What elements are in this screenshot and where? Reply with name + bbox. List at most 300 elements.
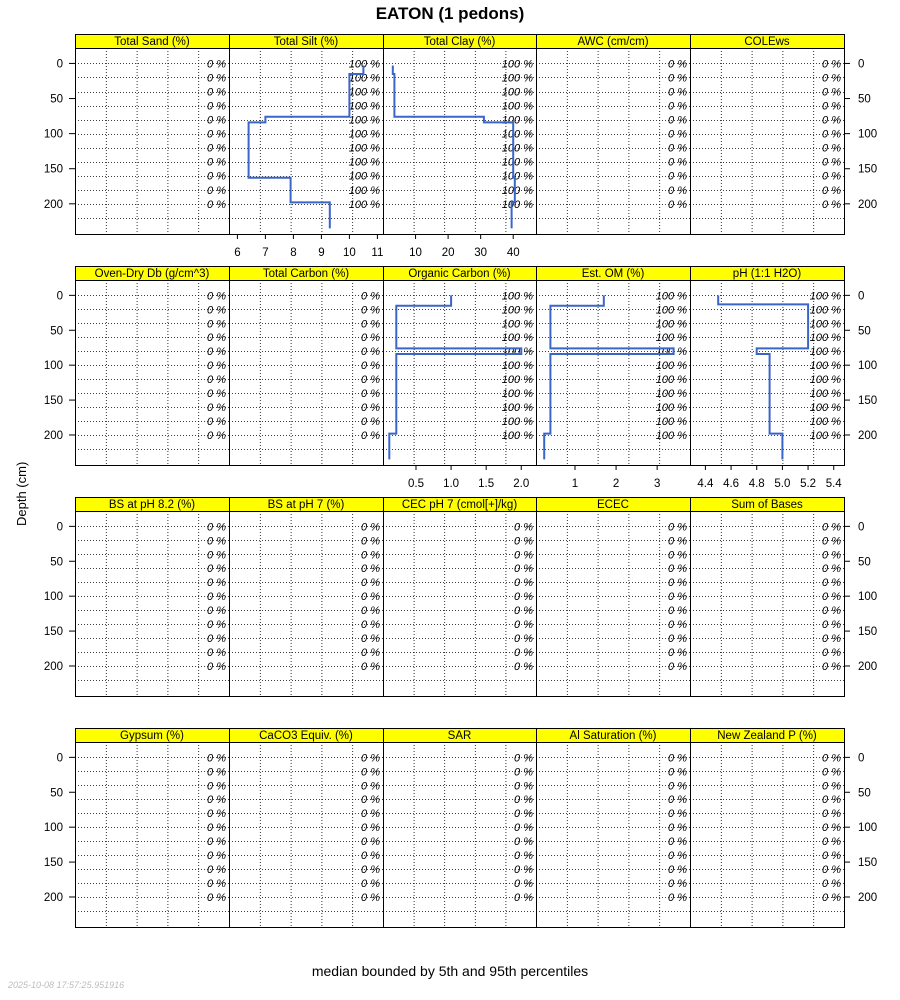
percent-label: 100 %: [501, 429, 533, 442]
y-tick-label-right: 150: [858, 163, 878, 176]
panel-title: BS at pH 7 (%): [267, 499, 345, 511]
percent-label: 0 %: [822, 794, 841, 807]
percent-label: 0 %: [361, 549, 380, 562]
panel-19: [536, 729, 691, 928]
percent-label: 100 %: [809, 290, 841, 303]
y-tick-label-right: 150: [858, 857, 878, 870]
y-tick-label-right: 100: [858, 360, 878, 373]
x-tick-label: 1: [571, 478, 579, 490]
percent-label: 0 %: [668, 891, 687, 904]
percent-label: 0 %: [361, 633, 380, 646]
percent-label: 0 %: [668, 198, 687, 211]
percent-label: 0 %: [207, 535, 226, 548]
percent-label: 100 %: [655, 304, 687, 317]
percent-label: 100 %: [809, 374, 841, 387]
percent-label: 0 %: [514, 563, 533, 576]
panel-title: New Zealand P (%): [717, 730, 817, 742]
x-tick-label: 5.0: [774, 478, 791, 490]
panel-1: [75, 35, 230, 235]
percent-label: 100 %: [655, 374, 687, 387]
percent-label: 0 %: [822, 535, 841, 548]
percent-label: 100 %: [501, 100, 533, 113]
panel-title: Total Carbon (%): [262, 268, 350, 280]
percent-label: 0 %: [822, 591, 841, 604]
panel-11: [75, 498, 230, 697]
panel-title: Est. OM (%): [581, 268, 645, 280]
percent-label: 0 %: [668, 549, 687, 562]
percent-label: 0 %: [668, 577, 687, 590]
percent-label: 0 %: [668, 633, 687, 646]
y-tick-label-left: 0: [56, 290, 63, 303]
percent-label: 0 %: [822, 836, 841, 849]
percent-label: 0 %: [361, 360, 380, 373]
percent-label: 0 %: [514, 619, 533, 632]
percent-label: 0 %: [822, 660, 841, 673]
percent-label: 100 %: [501, 332, 533, 345]
y-tick-label-left: 0: [56, 58, 63, 71]
x-tick-label: 4.8: [748, 478, 765, 490]
percent-label: 0 %: [822, 114, 841, 127]
percent-label: 0 %: [822, 605, 841, 618]
percent-label: 0 %: [668, 660, 687, 673]
percent-label: 0 %: [822, 647, 841, 660]
percent-label: 0 %: [207, 156, 226, 169]
percent-label: 0 %: [207, 577, 226, 590]
percent-label: 0 %: [361, 660, 380, 673]
y-tick-label-right: 150: [858, 395, 878, 408]
percent-label: 0 %: [207, 563, 226, 576]
x-tick-label: 4.6: [723, 478, 740, 490]
percent-label: 0 %: [668, 128, 687, 141]
panel-6: [75, 267, 230, 466]
percent-label: 0 %: [207, 850, 226, 863]
panel-20: [690, 729, 845, 928]
x-tick-label: 7: [262, 247, 269, 259]
percent-label: 100 %: [501, 388, 533, 401]
percent-label: 0 %: [514, 891, 533, 904]
percent-label: 0 %: [822, 752, 841, 765]
y-tick-label-left: 50: [50, 93, 63, 106]
panel-title: BS at pH 8.2 (%): [108, 499, 196, 511]
x-tick-label: 30: [474, 247, 488, 259]
y-tick-label-right: 50: [858, 93, 871, 106]
percent-label: 0 %: [361, 891, 380, 904]
percent-label: 100 %: [809, 402, 841, 415]
percent-label: 100 %: [501, 72, 533, 85]
percent-label: 0 %: [668, 864, 687, 877]
percent-label: 0 %: [361, 388, 380, 401]
percent-label: 0 %: [361, 808, 380, 821]
x-tick-label: 6: [234, 247, 241, 259]
percent-label: 0 %: [668, 752, 687, 765]
median-line: [544, 295, 673, 459]
x-tick-label: 8: [290, 247, 297, 259]
percent-label: 0 %: [207, 388, 226, 401]
percent-label: 0 %: [207, 605, 226, 618]
percent-label: 0 %: [207, 58, 226, 71]
percent-label: 0 %: [514, 850, 533, 863]
percent-label: 0 %: [207, 429, 226, 442]
panel-title: Total Sand (%): [114, 36, 190, 48]
percent-label: 0 %: [207, 878, 226, 891]
x-tick-label: 2.0: [513, 478, 530, 490]
percent-label: 0 %: [668, 72, 687, 85]
percent-label: 0 %: [822, 142, 841, 155]
percent-label: 0 %: [207, 660, 226, 673]
x-tick-label: 20: [441, 247, 455, 259]
percent-label: 0 %: [822, 864, 841, 877]
percent-label: 100 %: [809, 416, 841, 429]
percent-label: 0 %: [207, 619, 226, 632]
percent-label: 0 %: [207, 128, 226, 141]
percent-label: 100 %: [501, 374, 533, 387]
percent-label: 100 %: [655, 346, 687, 359]
panel-13: [383, 498, 537, 697]
percent-label: 100 %: [809, 346, 841, 359]
panel-2: [229, 35, 384, 260]
y-tick-label-left: 150: [43, 395, 63, 408]
percent-label: 0 %: [822, 128, 841, 141]
percent-label: 0 %: [822, 619, 841, 632]
y-axis-label: Depth (cm): [14, 461, 29, 526]
percent-label: 100 %: [655, 416, 687, 429]
percent-label: 0 %: [514, 521, 533, 534]
panel-12: [229, 498, 384, 697]
percent-label: 100 %: [501, 86, 533, 99]
panel-title: pH (1:1 H2O): [732, 268, 802, 280]
y-tick-label-right: 50: [858, 787, 871, 800]
x-tick-label: 10: [409, 247, 422, 259]
x-axis-label: median bounded by 5th and 95th percentiles: [311, 963, 589, 979]
percent-label: 100 %: [809, 304, 841, 317]
percent-label: 0 %: [514, 633, 533, 646]
percent-label: 100 %: [655, 290, 687, 303]
x-tick-label: 1.5: [478, 478, 495, 490]
percent-label: 100 %: [655, 360, 687, 373]
percent-label: 0 %: [361, 619, 380, 632]
percent-label: 0 %: [822, 563, 841, 576]
x-tick-label: 40: [506, 247, 520, 259]
percent-label: 0 %: [361, 290, 380, 303]
y-tick-label-left: 50: [50, 325, 63, 338]
x-tick-label: 10: [343, 247, 356, 259]
percent-label: 0 %: [514, 864, 533, 877]
x-tick-label: 3: [653, 478, 661, 490]
percent-label: 0 %: [822, 878, 841, 891]
percent-label: 100 %: [348, 100, 380, 113]
percent-label: 0 %: [361, 374, 380, 387]
percent-label: 0 %: [514, 591, 533, 604]
y-tick-label-right: 200: [858, 429, 878, 442]
percent-label: 0 %: [207, 549, 226, 562]
percent-label: 100 %: [501, 290, 533, 303]
panel-4: [536, 35, 691, 235]
percent-label: 0 %: [514, 794, 533, 807]
percent-label: 100 %: [348, 86, 380, 99]
percent-label: 0 %: [207, 633, 226, 646]
percent-label: 0 %: [822, 822, 841, 835]
percent-label: 0 %: [668, 156, 687, 169]
percent-label: 100 %: [348, 156, 380, 169]
panel-title: AWC (cm/cm): [577, 36, 649, 48]
percent-label: 0 %: [668, 100, 687, 113]
y-tick-label-right: 100: [858, 591, 878, 604]
percent-label: 100 %: [501, 318, 533, 331]
y-tick-label-left: 200: [43, 198, 63, 211]
percent-label: 100 %: [501, 402, 533, 415]
percent-label: 100 %: [501, 170, 533, 183]
y-tick-label-left: 100: [43, 360, 63, 373]
y-tick-label-left: 150: [43, 626, 63, 639]
percent-label: 100 %: [501, 128, 533, 141]
percent-label: 0 %: [207, 346, 226, 359]
percent-label: 0 %: [668, 563, 687, 576]
percent-label: 0 %: [822, 780, 841, 793]
panel-title: SAR: [447, 730, 472, 742]
y-tick-label-left: 100: [43, 822, 63, 835]
percent-label: 0 %: [822, 549, 841, 562]
x-tick-label: 1.0: [443, 478, 460, 490]
y-tick-label-right: 150: [858, 626, 878, 639]
percent-label: 0 %: [207, 114, 226, 127]
percent-label: 0 %: [822, 633, 841, 646]
percent-label: 0 %: [361, 304, 380, 317]
panel-title: CaCO3 Equiv. (%): [259, 730, 353, 742]
percent-label: 0 %: [361, 591, 380, 604]
percent-label: 0 %: [361, 429, 380, 442]
percent-label: 100 %: [348, 128, 380, 141]
percent-label: 0 %: [361, 752, 380, 765]
percent-label: 0 %: [207, 891, 226, 904]
percent-label: 100 %: [501, 142, 533, 155]
percent-label: 0 %: [207, 318, 226, 331]
percent-label: 0 %: [514, 836, 533, 849]
percent-label: 0 %: [361, 563, 380, 576]
percent-label: 0 %: [668, 86, 687, 99]
percent-label: 0 %: [668, 114, 687, 127]
percent-label: 100 %: [348, 184, 380, 197]
percent-label: 0 %: [207, 304, 226, 317]
panel-title: Total Silt (%): [273, 36, 339, 48]
percent-label: 100 %: [655, 402, 687, 415]
y-tick-label-right: 100: [858, 128, 878, 141]
y-tick-label-right: 0: [858, 58, 865, 71]
percent-label: 0 %: [207, 808, 226, 821]
percent-label: 0 %: [207, 591, 226, 604]
x-tick-label: 4.4: [697, 478, 714, 490]
percent-label: 0 %: [361, 647, 380, 660]
percent-label: 100 %: [348, 114, 380, 127]
percent-label: 0 %: [822, 198, 841, 211]
panel-title: COLEws: [744, 36, 790, 48]
percent-label: 0 %: [207, 290, 226, 303]
percent-label: 0 %: [668, 142, 687, 155]
chart-title: EATON (1 pedons): [375, 4, 525, 23]
panel-title: ECEC: [597, 499, 629, 511]
percent-label: 100 %: [501, 346, 533, 359]
percent-label: 0 %: [207, 170, 226, 183]
y-tick-label-right: 0: [858, 290, 865, 303]
percent-label: 100 %: [655, 429, 687, 442]
percent-label: 0 %: [668, 184, 687, 197]
panel-15: [690, 498, 845, 697]
panel-17: [229, 729, 384, 928]
percent-label: 0 %: [207, 864, 226, 877]
percent-label: 0 %: [822, 577, 841, 590]
x-tick-label: 9: [318, 247, 325, 259]
percent-label: 100 %: [348, 72, 380, 85]
percent-label: 0 %: [822, 72, 841, 85]
percent-label: 100 %: [809, 360, 841, 373]
percent-label: 100 %: [809, 318, 841, 331]
percent-label: 0 %: [361, 332, 380, 345]
percent-label: 100 %: [348, 170, 380, 183]
percent-label: 0 %: [668, 808, 687, 821]
percent-label: 0 %: [207, 72, 226, 85]
y-tick-label-left: 50: [50, 787, 63, 800]
percent-label: 0 %: [822, 100, 841, 113]
percent-label: 0 %: [668, 794, 687, 807]
percent-label: 0 %: [361, 535, 380, 548]
percent-label: 0 %: [514, 752, 533, 765]
percent-label: 0 %: [514, 822, 533, 835]
percent-label: 100 %: [501, 416, 533, 429]
x-tick-label: 11: [371, 247, 384, 259]
percent-label: 0 %: [668, 878, 687, 891]
percent-label: 0 %: [668, 591, 687, 604]
y-tick-label-left: 200: [43, 429, 63, 442]
percent-label: 0 %: [822, 58, 841, 71]
percent-label: 0 %: [207, 360, 226, 373]
panel-9: [536, 267, 691, 491]
percent-label: 0 %: [207, 142, 226, 155]
percent-label: 0 %: [361, 780, 380, 793]
percent-label: 0 %: [207, 184, 226, 197]
percent-label: 0 %: [668, 170, 687, 183]
percent-label: 0 %: [207, 794, 226, 807]
y-tick-label-left: 100: [43, 591, 63, 604]
y-tick-label-right: 0: [858, 752, 865, 765]
panel-title: Oven-Dry Db (g/cm^3): [94, 268, 210, 280]
percent-label: 0 %: [361, 864, 380, 877]
percent-label: 0 %: [668, 619, 687, 632]
percent-label: 0 %: [207, 198, 226, 211]
percent-label: 0 %: [207, 374, 226, 387]
percent-label: 0 %: [668, 58, 687, 71]
y-tick-label-right: 50: [858, 556, 871, 569]
y-tick-label-left: 150: [43, 163, 63, 176]
percent-label: 0 %: [668, 822, 687, 835]
percent-label: 0 %: [822, 156, 841, 169]
percent-label: 0 %: [361, 822, 380, 835]
percent-label: 0 %: [207, 780, 226, 793]
percent-label: 100 %: [348, 58, 380, 71]
panel-8: [383, 267, 537, 491]
percent-label: 0 %: [668, 766, 687, 779]
percent-label: 100 %: [501, 184, 533, 197]
y-tick-label-left: 200: [43, 891, 63, 904]
percent-label: 0 %: [361, 318, 380, 331]
percent-label: 0 %: [822, 808, 841, 821]
y-tick-label-left: 200: [43, 660, 63, 673]
percent-label: 0 %: [361, 766, 380, 779]
panel-14: [536, 498, 691, 697]
x-tick-label: 5.2: [800, 478, 817, 490]
y-tick-label-left: 50: [50, 556, 63, 569]
percent-label: 100 %: [809, 388, 841, 401]
panel-title: Al Saturation (%): [569, 730, 657, 742]
percent-label: 100 %: [501, 360, 533, 373]
y-tick-label-right: 100: [858, 822, 878, 835]
percent-label: 0 %: [668, 535, 687, 548]
percent-label: 100 %: [655, 388, 687, 401]
percent-label: 0 %: [361, 850, 380, 863]
percent-label: 0 %: [668, 780, 687, 793]
percent-label: 0 %: [822, 766, 841, 779]
percent-label: 0 %: [822, 86, 841, 99]
percent-label: 0 %: [207, 766, 226, 779]
percent-label: 0 %: [514, 660, 533, 673]
percent-label: 0 %: [361, 402, 380, 415]
percent-label: 0 %: [668, 850, 687, 863]
percent-label: 100 %: [809, 332, 841, 345]
percent-label: 0 %: [361, 521, 380, 534]
y-tick-label-right: 50: [858, 325, 871, 338]
percent-label: 100 %: [501, 58, 533, 71]
percent-label: 0 %: [361, 416, 380, 429]
percent-label: 0 %: [514, 878, 533, 891]
percent-label: 100 %: [655, 318, 687, 331]
panel-7: [229, 267, 384, 466]
percent-label: 0 %: [514, 766, 533, 779]
panel-title: Organic Carbon (%): [408, 268, 511, 280]
percent-label: 0 %: [668, 605, 687, 618]
panel-10: [690, 267, 845, 491]
percent-label: 0 %: [207, 332, 226, 345]
percent-label: 0 %: [822, 521, 841, 534]
panel-title: CEC pH 7 (cmol[+]/kg): [401, 499, 518, 511]
percent-label: 0 %: [207, 647, 226, 660]
percent-label: 0 %: [668, 836, 687, 849]
percent-label: 0 %: [514, 535, 533, 548]
percent-label: 0 %: [207, 416, 226, 429]
panel-3: [383, 35, 537, 260]
percent-label: 0 %: [822, 170, 841, 183]
percent-label: 0 %: [207, 521, 226, 534]
percent-label: 0 %: [514, 549, 533, 562]
y-tick-label-right: 200: [858, 891, 878, 904]
panel-title: Gypsum (%): [120, 730, 184, 742]
y-tick-label-left: 150: [43, 857, 63, 870]
y-tick-label-right: 200: [858, 660, 878, 673]
panel-title: Sum of Bases: [731, 499, 803, 511]
percent-label: 0 %: [514, 780, 533, 793]
percent-label: 0 %: [668, 647, 687, 660]
percent-label: 100 %: [501, 156, 533, 169]
percent-label: 100 %: [348, 198, 380, 211]
y-tick-label-left: 0: [56, 521, 63, 534]
percent-label: 0 %: [207, 86, 226, 99]
percent-label: 0 %: [207, 402, 226, 415]
percent-label: 100 %: [655, 332, 687, 345]
percent-label: 0 %: [207, 836, 226, 849]
percent-label: 0 %: [361, 346, 380, 359]
x-tick-label: 2: [612, 478, 620, 490]
y-tick-label-left: 0: [56, 752, 63, 765]
percent-label: 0 %: [822, 891, 841, 904]
percent-label: 0 %: [361, 794, 380, 807]
y-tick-label-right: 0: [858, 521, 865, 534]
